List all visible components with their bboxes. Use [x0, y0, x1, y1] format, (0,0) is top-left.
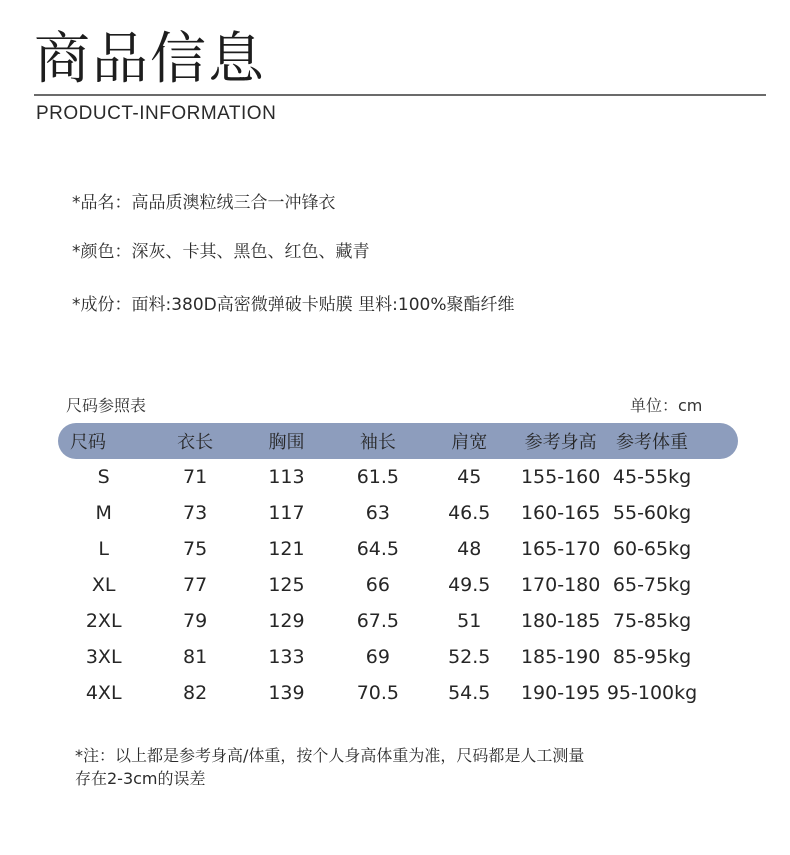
- table-cell: 70.5: [356, 682, 400, 704]
- table-cell: 185-190: [520, 646, 601, 668]
- table-cell: 139: [268, 682, 305, 704]
- table-cell: 95-100kg: [606, 682, 698, 704]
- table-row: [58, 675, 738, 711]
- table-cell: 48: [457, 538, 482, 560]
- table-cell: S: [97, 466, 110, 488]
- table-row: [58, 531, 738, 567]
- table-cell: 81: [182, 646, 208, 668]
- table-cell: 3XL: [85, 646, 122, 668]
- header-cell-weight: 参考体重: [616, 432, 689, 453]
- table-row: [58, 603, 738, 639]
- table-cell: 55-60kg: [612, 502, 692, 524]
- table-cell: 2XL: [85, 610, 122, 632]
- product-material-line: *成份：面料:380D高密微弹破卡贴膜 里料:100%聚酯纤维: [72, 295, 515, 315]
- table-cell: 69: [365, 646, 390, 668]
- table-cell: 65-75kg: [612, 574, 692, 596]
- size-note: [75, 744, 695, 790]
- table-cell: 73: [182, 502, 208, 524]
- product-name-line: *品名：高品质澳粒绒三合一冲锋衣: [72, 193, 336, 213]
- table-row: [58, 459, 738, 495]
- table-cell: 61.5: [356, 466, 400, 488]
- table-cell: 113: [268, 466, 305, 488]
- size-table-header: [58, 423, 738, 459]
- page-title: 商品信息: [34, 27, 266, 92]
- table-cell: 125: [268, 574, 305, 596]
- table-cell: M: [95, 502, 112, 524]
- table-cell: 180-185: [520, 610, 601, 632]
- table-cell: 60-65kg: [612, 538, 692, 560]
- table-row: [58, 495, 738, 531]
- table-cell: 66: [365, 574, 390, 596]
- header-cell-sleeve: 袖长: [359, 432, 396, 453]
- table-cell: 71: [182, 466, 208, 488]
- table-cell: 45: [457, 466, 482, 488]
- table-cell: 45-55kg: [612, 466, 692, 488]
- table-cell: 63: [365, 502, 390, 524]
- table-cell: 165-170: [520, 538, 601, 560]
- table-cell: 75-85kg: [612, 610, 692, 632]
- table-cell: 46.5: [448, 502, 491, 524]
- table-cell: 82: [182, 682, 208, 704]
- header-cell-shoulder: 肩宽: [451, 432, 488, 453]
- table-cell: 170-180: [520, 574, 601, 596]
- table-row: [58, 639, 738, 675]
- size-note-line-1: *注：以上都是参考身高/体重，按个人身高体重为准，尺码都是人工测量: [75, 746, 585, 765]
- table-cell: 64.5: [356, 538, 400, 560]
- table-cell: 67.5: [356, 610, 400, 632]
- table-cell: 49.5: [448, 574, 491, 596]
- table-cell: 85-95kg: [612, 646, 692, 668]
- table-cell: 121: [268, 538, 305, 560]
- table-cell: 190-195: [520, 682, 601, 704]
- table-cell: 129: [268, 610, 305, 632]
- table-cell: 155-160: [520, 466, 601, 488]
- table-cell: 160-165: [520, 502, 601, 524]
- table-cell: 54.5: [448, 682, 491, 704]
- table-cell: 51: [457, 610, 482, 632]
- page-subtitle: PRODUCT-INFORMATION: [36, 103, 277, 124]
- table-cell: XL: [91, 574, 116, 596]
- table-cell: 79: [182, 610, 208, 632]
- size-chart-caption: 尺码参照表: [66, 396, 147, 415]
- title-divider: [34, 94, 766, 96]
- table-cell: 77: [182, 574, 208, 596]
- size-note-line-2: 存在2-3cm的误差: [75, 769, 206, 788]
- product-colors-line: *颜色：深灰、卡其、黑色、红色、藏青: [72, 242, 370, 262]
- table-cell: 4XL: [85, 682, 122, 704]
- table-cell: 133: [268, 646, 305, 668]
- header-cell-size: 尺码: [70, 432, 106, 453]
- table-cell: 75: [182, 538, 208, 560]
- table-cell: L: [98, 538, 109, 560]
- table-row: [58, 567, 738, 603]
- size-chart-unit: 单位：cm: [630, 396, 703, 415]
- header-cell-length: 衣长: [177, 432, 214, 453]
- table-cell: 117: [268, 502, 305, 524]
- header-cell-height: 参考身高: [524, 432, 597, 453]
- table-cell: 52.5: [448, 646, 491, 668]
- size-table: [58, 423, 738, 711]
- header-cell-chest: 胸围: [268, 432, 305, 453]
